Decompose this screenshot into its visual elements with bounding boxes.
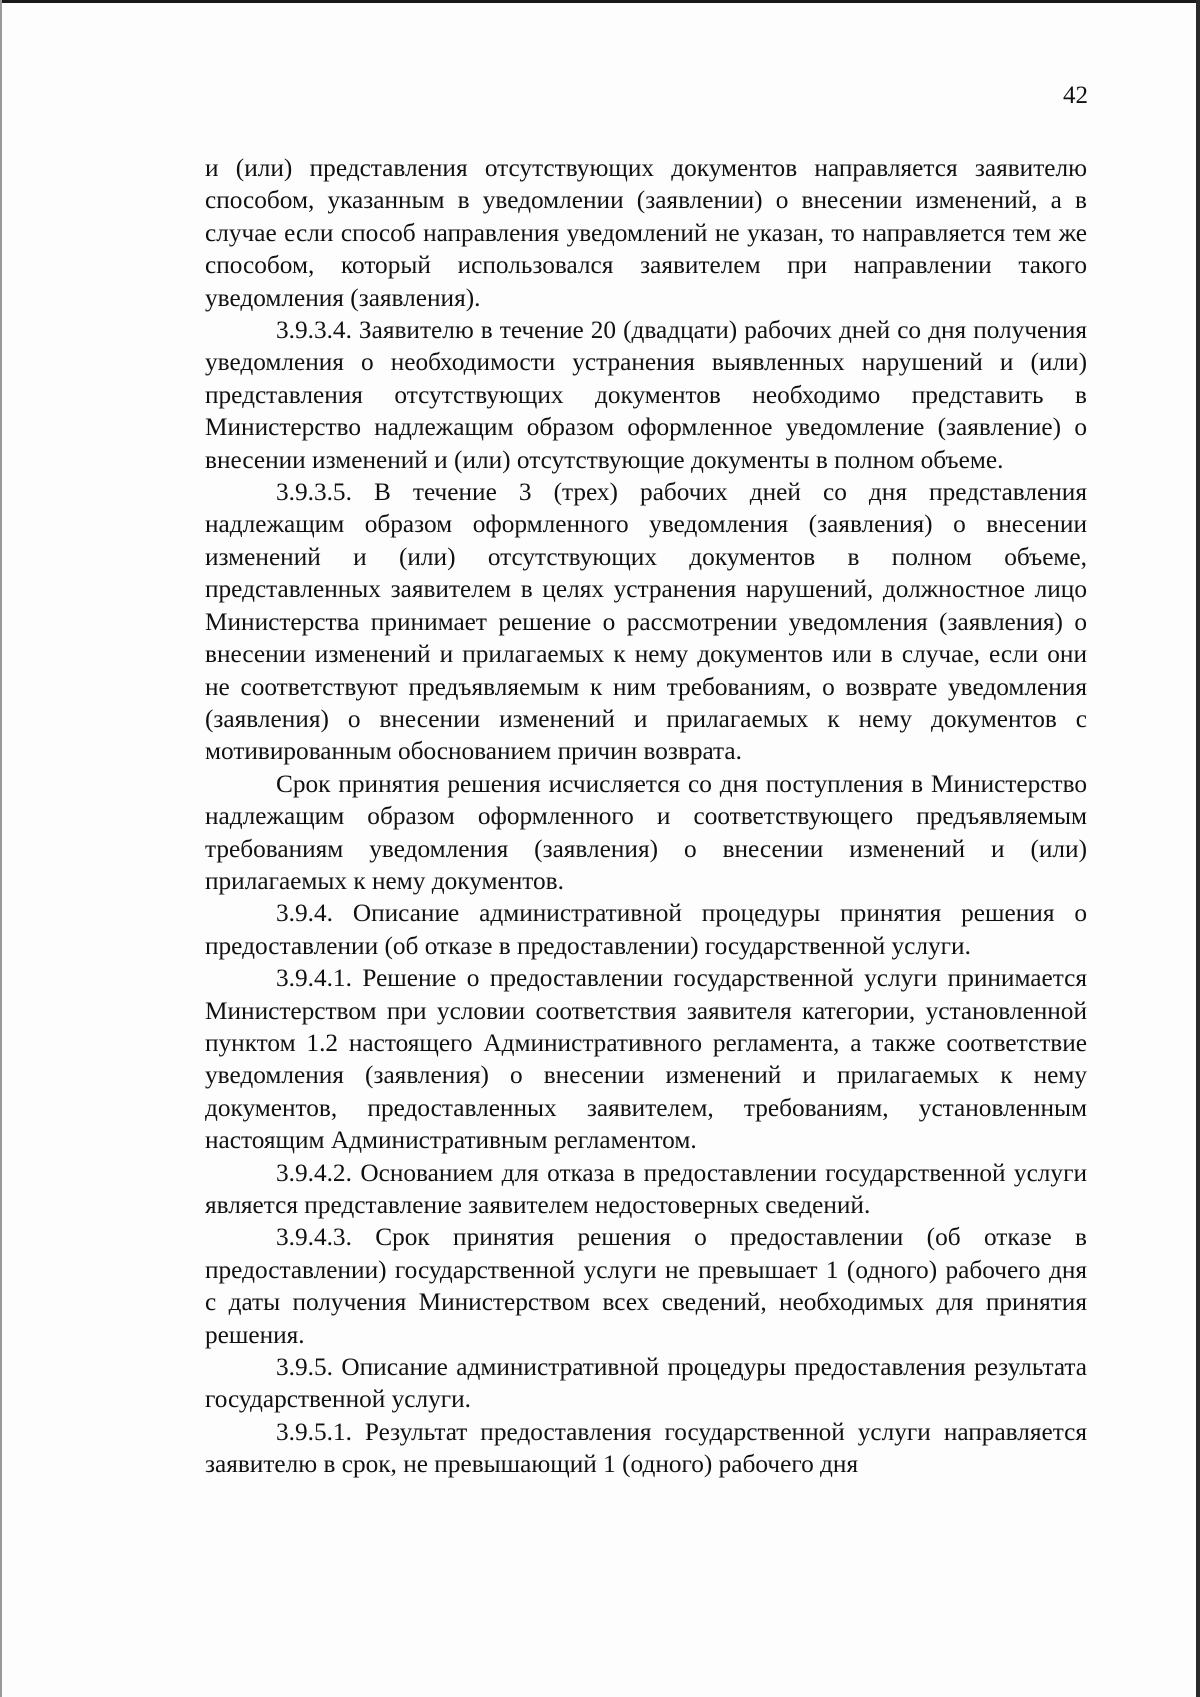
paragraph-3-9-5: 3.9.5. Описание административной процедуры предоставления результата государственной услуги.	[205, 1353, 1087, 1414]
paragraph-3-9-3-5: 3.9.3.5. В течение 3 (трех) рабочих дней со дня представления надлежащим образом оформленного уведомления (заявления) о внесении изменений и (или) отсутствующих документов в полном объеме, представленных заявителем в целях устранения нарушений, должностное лицо Министерства принимает решение о рассмотрении уведомления (заявления) о внесении изменений и прилагаемых к нему документов или в случае, если они не соответствуют предъявляемым к ним требованиям, о возврате уведомления (заявления) о внесении изменений и прилагаемых к нему документов с мотивированным обоснованием причин возврата.	[205, 478, 1087, 766]
scan-edge-top	[0, 0, 1200, 3]
paragraph-decision-term: Срок принятия решения исчисляется со дня поступления в Министерство надлежащим образом оформленного и соответствующего предъявляемым требованиям уведомления (заявления) о внесении изменений и (или) прилагаемых к нему документов.	[205, 769, 1087, 895]
scan-edge-left	[0, 0, 2, 1697]
scan-edge-right	[1196, 0, 1200, 1697]
paragraph-3-9-3-4: 3.9.3.4. Заявителю в течение 20 (двадцати) рабочих дней со дня получения уведомления о необходимости устранения выявленных нарушений и (или) представления отсутствующих документов необходимо представить в Министерство надлежащим образом оформленное уведомление (заявление) о внесении изменений и (или) отсутствующие документы в полном объеме.	[205, 316, 1087, 474]
document-body	[205, 152, 1087, 1481]
paragraph-3-9-4-2: 3.9.4.2. Основанием для отказа в предоставлении государственной услуги является представление заявителем недостоверных сведений.	[205, 1158, 1087, 1219]
paragraph-3-9-4: 3.9.4. Описание административной процедуры принятия решения о предоставлении (об отказе в предоставлении) государственной услуги.	[205, 899, 1087, 960]
paragraph-3-9-4-3: 3.9.4.3. Срок принятия решения о предоставлении (об отказе в предоставлении) государственной услуги не превышает 1 (одного) рабочего дня с даты получения Министерством всех сведений, необходимых для принятия решения.	[205, 1223, 1087, 1349]
paragraph-3-9-5-1: 3.9.5.1. Результат предоставления государственной услуги направляется заявителю в срок, не превышающий 1 (одного) рабочего дня	[205, 1417, 1087, 1479]
page-number: 42	[1063, 82, 1088, 109]
paragraph-3-9-4-1: 3.9.4.1. Решение о предоставлении государственной услуги принимается Министерством при условии соответствия заявителя категории, установленной пунктом 1.2 настоящего Административного регламента, а также соответствие уведомления (заявления) о внесении изменений и прилагаемых к нему документов, предоставленных заявителем, требованиям, установленным настоящим Административным регламентом.	[205, 964, 1087, 1155]
paragraph-continuation: и (или) представления отсутствующих документов направляется заявителю способом, указанным в уведомлении (заявлении) о внесении изменений, а в случае если способ направления уведомлений не указан, то направляется тем же способом, который использовался заявителем при направлении такого уведомления (заявления).	[205, 154, 1087, 312]
